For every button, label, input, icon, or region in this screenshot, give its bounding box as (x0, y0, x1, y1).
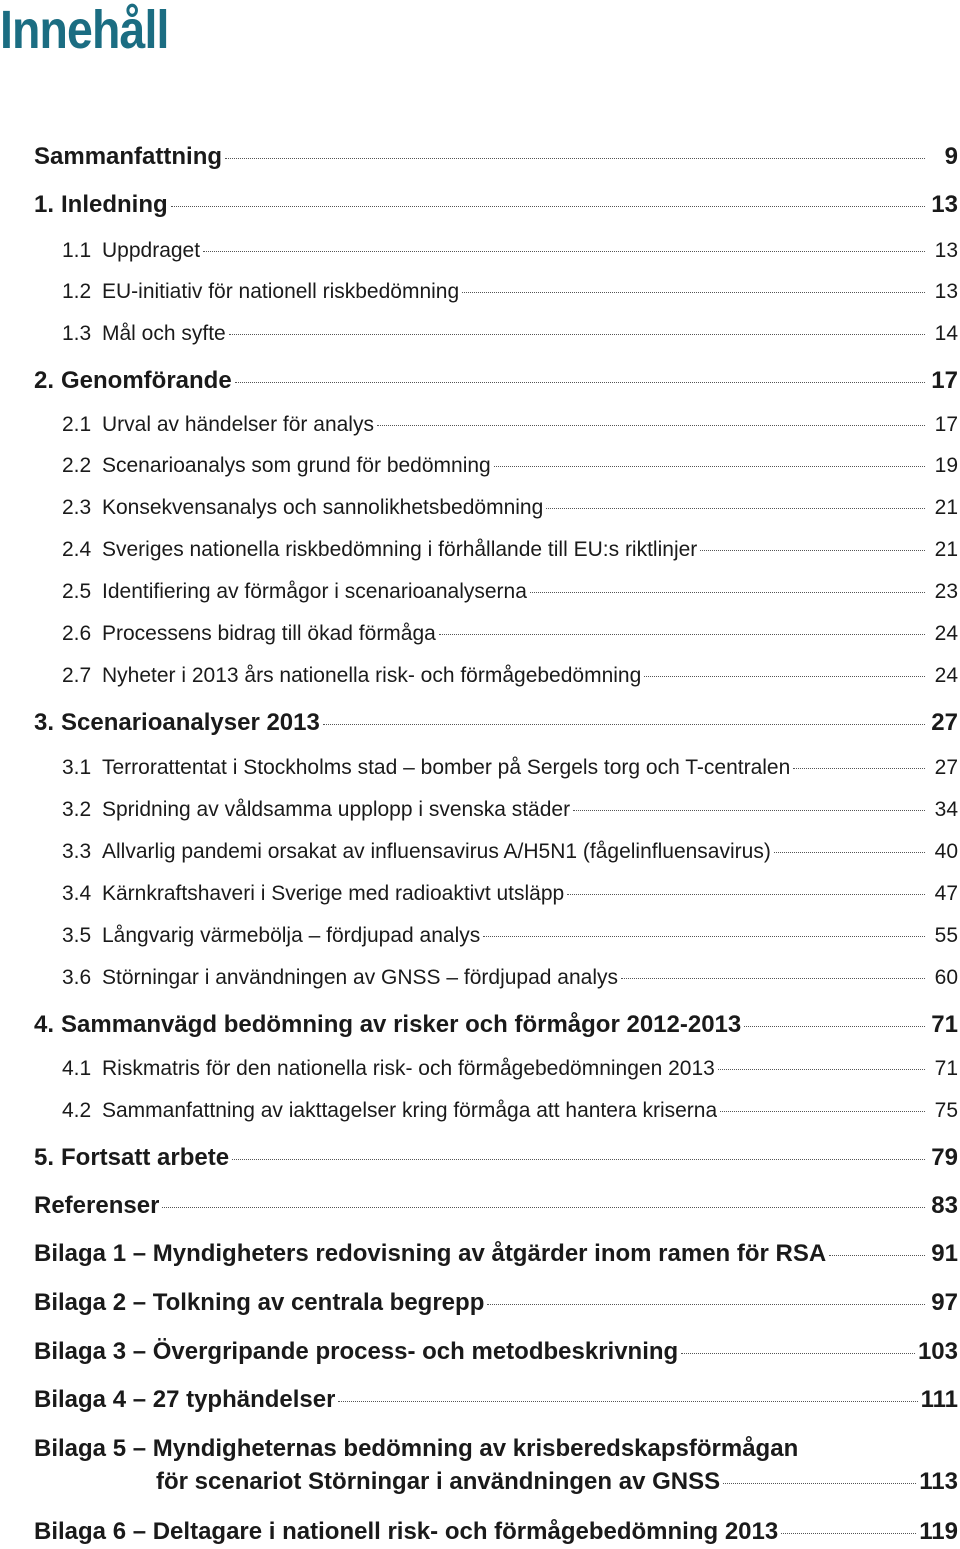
toc-entry[interactable] (34, 1011, 958, 1039)
toc-entry-page: 34 (934, 798, 958, 821)
toc-entry-page: 24 (934, 664, 958, 687)
toc-entry[interactable] (62, 966, 958, 990)
toc-entry[interactable] (62, 924, 958, 948)
toc-entry-number: 2.5 (62, 580, 92, 603)
toc-entry-label: Fortsatt arbete (61, 1144, 230, 1171)
toc-entry-page: 79 (931, 1144, 958, 1171)
toc-entry-page: 13 (934, 239, 958, 262)
toc-entry[interactable] (62, 280, 958, 304)
toc-entry-page: 71 (934, 1057, 958, 1080)
toc-entry-number: 1.1 (62, 239, 92, 262)
toc-leader-dots (621, 978, 925, 979)
toc-entry[interactable] (62, 580, 958, 604)
toc-entry-page: 83 (931, 1192, 958, 1219)
toc-entry-line (34, 1435, 958, 1463)
toc-entry-page: 91 (931, 1240, 958, 1267)
toc-leader-dots (439, 634, 925, 635)
toc-entry-number: 4.2 (62, 1099, 92, 1122)
toc-entry-page: 13 (931, 191, 958, 218)
toc-entry[interactable] (62, 322, 958, 346)
toc-entry-number: 3.1 (62, 756, 92, 779)
toc-entry-label: EU-initiativ för nationell riskbedömning (102, 280, 460, 303)
toc-entry[interactable] (34, 1338, 958, 1366)
toc-entry-page: 103 (917, 1338, 958, 1365)
toc-entry-label: Identifiering av förmågor i scenarioanalyserna (102, 580, 527, 603)
toc-leader-dots (829, 1255, 925, 1256)
toc-entry-number: 2.3 (62, 496, 92, 519)
toc-entry-label: Nyheter i 2013 års nationella risk- och förmågebedömning (102, 664, 642, 687)
toc-entry-label: Urval av händelser för analys (102, 413, 374, 436)
toc-entry-page: 19 (934, 454, 958, 477)
toc-leader-dots (462, 292, 925, 293)
toc-entry-label: Sammanfattning av iakttagelser kring förmåga att hantera kriserna (102, 1099, 718, 1122)
toc-entry[interactable] (62, 454, 958, 478)
toc-leader-dots (774, 852, 925, 853)
toc-entry-label: Sveriges nationella riskbedömning i förhållande till EU:s riktlinjer (102, 538, 698, 561)
toc-entry[interactable] (62, 1057, 958, 1081)
toc-entry[interactable] (62, 798, 958, 822)
toc-entry-number: 2. (34, 367, 55, 394)
toc-entry-page: 17 (934, 413, 958, 436)
toc-entry-number: 3.5 (62, 924, 92, 947)
toc-entry-label: Allvarlig pandemi orsakat av influensavirus A/H5N1 (fågelinfluensavirus) (102, 840, 771, 863)
toc-entry-label: Genomförande (61, 367, 232, 394)
toc-entry-label: Sammanfattning (34, 143, 223, 170)
toc-entry-number: 2.4 (62, 538, 92, 561)
toc-entry[interactable] (62, 840, 958, 864)
toc-leader-dots (644, 676, 925, 677)
toc-entry[interactable] (34, 367, 958, 395)
toc-entry-number: 2.7 (62, 664, 92, 687)
toc-entry[interactable] (62, 239, 958, 263)
toc-leader-dots (232, 1159, 925, 1160)
toc-entry[interactable] (62, 496, 958, 520)
toc-entry-label: Bilaga 1 – Myndigheters redovisning av åtgärder inom ramen för RSA (34, 1240, 827, 1267)
toc-entry[interactable] (62, 1099, 958, 1123)
toc-entry-label: Konsekvensanalys och sannolikhetsbedömning (102, 496, 544, 519)
toc-entry-label: Bilaga 5 – Myndigheternas bedömning av krisberedskapsförmågan (34, 1435, 799, 1462)
toc-entry-page: 21 (934, 496, 958, 519)
toc-leader-dots (235, 382, 925, 383)
toc-leader-dots (229, 334, 925, 335)
toc-entry[interactable] (34, 143, 958, 171)
toc-entry-page: 75 (934, 1099, 958, 1122)
toc-entry-page: 14 (934, 322, 958, 345)
toc-entry-page: 55 (934, 924, 958, 947)
toc-leader-dots (530, 592, 925, 593)
toc-entry-page: 24 (934, 622, 958, 645)
toc-entry-label: Scenarioanalyser 2013 (61, 709, 320, 736)
toc-entry-page: 9 (944, 143, 958, 170)
toc-entry[interactable] (34, 1144, 958, 1172)
toc-leader-dots (718, 1069, 925, 1070)
toc-entry-number: 1. (34, 191, 55, 218)
toc-entry-label: Scenarioanalys som grund för bedömning (102, 454, 491, 477)
toc-entry[interactable] (62, 882, 958, 906)
toc-entry-page: 13 (934, 280, 958, 303)
toc-entry-label: Terrorattentat i Stockholms stad – bomber på Sergels torg och T-centralen (102, 756, 791, 779)
toc-leader-dots (781, 1533, 916, 1534)
toc-entry-label: Referenser (34, 1192, 160, 1219)
toc-entry-line (34, 1468, 958, 1496)
toc-entry[interactable] (34, 709, 958, 737)
toc-entry-label: Mål och syfte (102, 322, 226, 345)
toc-entry-label: för scenariot Störningar i användningen av GNSS (156, 1468, 721, 1495)
toc-entry-label: Bilaga 6 – Deltagare i nationell risk- och förmågebedömning 2013 (34, 1518, 779, 1545)
toc-entry-number: 1.3 (62, 322, 92, 345)
toc-entry-number: 3.3 (62, 840, 92, 863)
toc-leader-dots (377, 425, 925, 426)
toc-leader-dots (700, 550, 925, 551)
toc-entry-number: 2.6 (62, 622, 92, 645)
toc-entry-page: 119 (919, 1518, 958, 1545)
toc-entry-number: 3.4 (62, 882, 92, 905)
toc-entry[interactable] (34, 1435, 958, 1496)
toc-entry-page: 27 (934, 756, 958, 779)
toc-leader-dots (483, 936, 925, 937)
toc-entry-number: 3.2 (62, 798, 92, 821)
toc-entry-page: 47 (934, 882, 958, 905)
toc-entry-page: 17 (931, 367, 958, 394)
toc-leader-dots (793, 768, 925, 769)
toc-entry-label: Sammanvägd bedömning av risker och förmågor 2012-2013 (61, 1011, 742, 1038)
toc-entry-page: 40 (934, 840, 958, 863)
toc-entry-number: 4. (34, 1011, 55, 1038)
toc-entry[interactable] (34, 191, 958, 219)
toc-entry-number: 3. (34, 709, 55, 736)
toc-entry-label: Störningar i användningen av GNSS – fördjupad analys (102, 966, 618, 989)
toc-entry-label: Långvarig värmebölja – fördjupad analys (102, 924, 481, 947)
toc-entry-page: 21 (934, 538, 958, 561)
toc-leader-dots (681, 1353, 915, 1354)
toc-entry[interactable] (34, 1518, 958, 1546)
toc-entry-label: Bilaga 3 – Övergripande process- och metodbeskrivning (34, 1338, 679, 1365)
toc-leader-dots (171, 206, 925, 207)
toc-entry-page: 97 (931, 1289, 958, 1316)
toc-entry-label: Processens bidrag till ökad förmåga (102, 622, 436, 645)
toc-entry[interactable] (62, 756, 958, 780)
page-title: Innehåll (0, 0, 169, 60)
toc-leader-dots (323, 724, 925, 725)
toc-leader-dots (567, 894, 925, 895)
toc-entry-number: 2.1 (62, 413, 92, 436)
toc-entry-number: 4.1 (62, 1057, 92, 1080)
toc-entry-number: 3.6 (62, 966, 92, 989)
toc-entry-label: Uppdraget (102, 239, 201, 262)
toc-entry-page: 71 (931, 1011, 958, 1038)
toc-entry-number: 2.2 (62, 454, 92, 477)
toc-leader-dots (225, 158, 925, 159)
toc-entry[interactable] (34, 1386, 958, 1414)
toc-entry-label: Kärnkraftshaveri i Sverige med radioaktivt utsläpp (102, 882, 565, 905)
toc-leader-dots (573, 810, 925, 811)
toc-entry[interactable] (34, 1240, 958, 1268)
toc-entry-label: Spridning av våldsamma upplopp i svenska städer (102, 798, 571, 821)
toc-entry-label: Riskmatris för den nationella risk- och förmågebedömningen 2013 (102, 1057, 715, 1080)
toc-leader-dots (494, 466, 925, 467)
toc-entry-number: 5. (34, 1144, 55, 1171)
toc-entry-page: 111 (920, 1386, 958, 1413)
toc-leader-dots (546, 508, 925, 509)
toc-entry-page: 60 (934, 966, 958, 989)
toc-leader-dots (162, 1207, 925, 1208)
toc-entry[interactable] (62, 622, 958, 646)
toc-entry-label: Bilaga 2 – Tolkning av centrala begrepp (34, 1289, 485, 1316)
toc-entry-page: 113 (919, 1468, 958, 1495)
toc-entry-label: Inledning (61, 191, 168, 218)
toc-entry[interactable] (34, 1289, 958, 1317)
toc-leader-dots (203, 251, 925, 252)
toc-entry-page: 27 (931, 709, 958, 736)
toc-entry[interactable] (62, 538, 958, 562)
toc-leader-dots (744, 1026, 925, 1027)
toc-entry[interactable] (62, 664, 958, 688)
toc-entry-number: 1.2 (62, 280, 92, 303)
toc-leader-dots (338, 1401, 917, 1402)
toc-entry-label: Bilaga 4 – 27 typhändelser (34, 1386, 336, 1413)
toc-entry[interactable] (34, 1192, 958, 1220)
toc-leader-dots (487, 1304, 925, 1305)
toc-entry-page: 23 (934, 580, 958, 603)
toc-leader-dots (720, 1111, 925, 1112)
toc-leader-dots (723, 1483, 916, 1484)
toc-entry[interactable] (62, 413, 958, 437)
